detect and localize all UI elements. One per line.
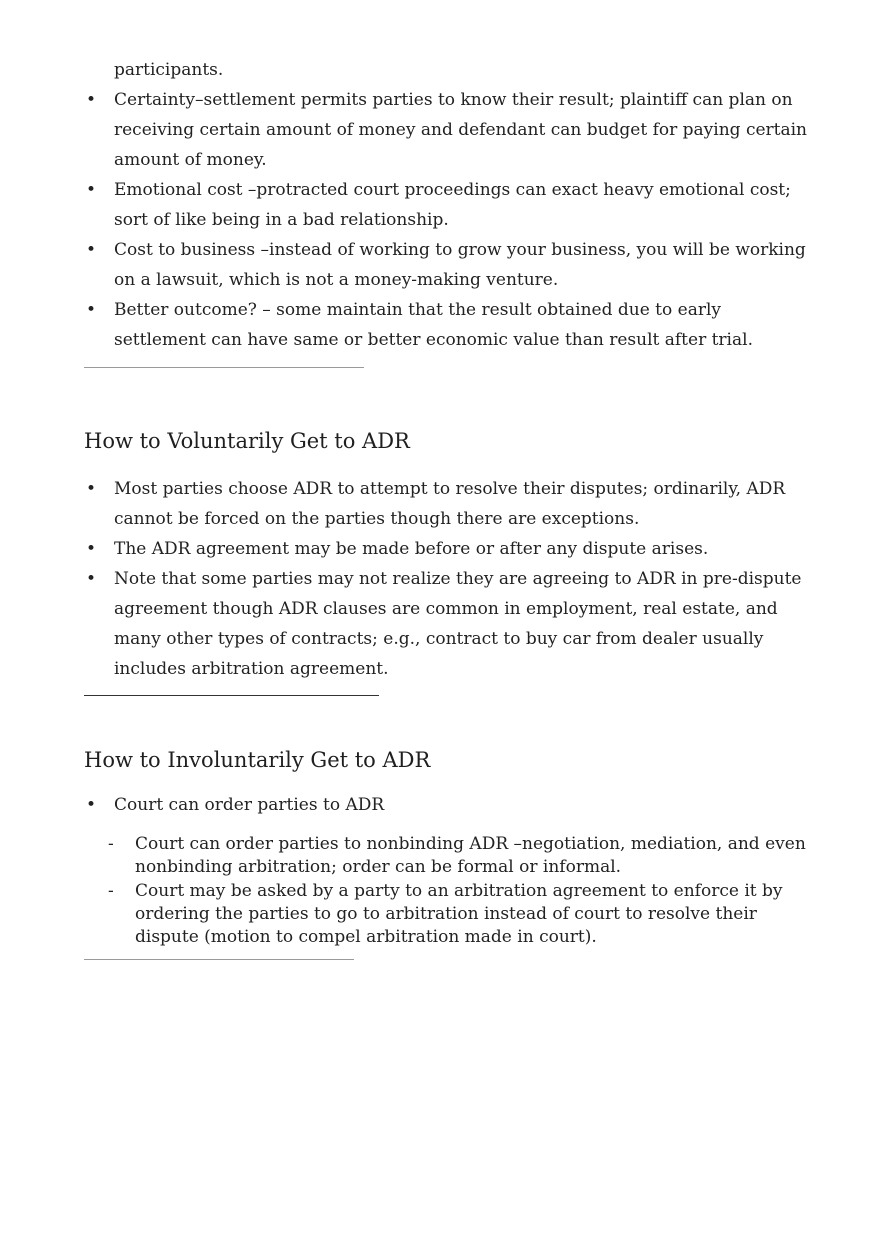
voluntary-bullet-list xyxy=(84,474,814,684)
section-divider xyxy=(84,959,354,960)
involuntary-bullet-list xyxy=(84,790,814,820)
list-item: • Note that some parties may not realize they are agreeing to ADR in pre-dispute agreement though ADR clauses are common in employment, real estate, and many other types of contracts; e.g., contract to buy car from dealer usually includes arbitration agreement. xyxy=(84,564,814,684)
section-divider xyxy=(84,695,379,696)
list-item: • Emotional cost –protracted court proceedings can exact heavy emotional cost; sort of like being in a bad relationship. xyxy=(84,175,814,235)
list-item: • Better outcome? – some maintain that the result obtained due to early settlement can have same or better economic value than result after trial. xyxy=(84,295,814,355)
involuntary-sub-list xyxy=(108,833,808,949)
continuation-text: participants. xyxy=(114,60,224,80)
list-item: • The ADR agreement may be made before or after any dispute arises. xyxy=(84,534,814,564)
involuntary-heading: How to Involuntarily Get to ADR xyxy=(84,748,431,772)
list-item: • Certainty–settlement permits parties to know their result; plaintiff can plan on receiving certain amount of money and defendant can budget for paying certain amount of money. xyxy=(84,85,814,175)
voluntary-heading: How to Voluntarily Get to ADR xyxy=(84,429,410,453)
sub-list-item: - Court can order parties to nonbinding ADR –negotiation, mediation, and even nonbinding arbitration; order can be formal or informal. xyxy=(108,833,808,880)
list-item: • Court can order parties to ADR xyxy=(84,790,814,820)
list-item: • Cost to business –instead of working to grow your business, you will be working on a lawsuit, which is not a money-making venture. xyxy=(84,235,814,295)
list-item: • Most parties choose ADR to attempt to resolve their disputes; ordinarily, ADR cannot be forced on the parties though there are exceptions. xyxy=(84,474,814,534)
sub-list-item: - Court may be asked by a party to an arbitration agreement to enforce it by ordering the parties to go to arbitration instead of court to resolve their dispute (motion to compel arbitration made in court). xyxy=(108,880,808,950)
top-bullet-list xyxy=(84,85,814,355)
section-divider xyxy=(84,367,364,368)
